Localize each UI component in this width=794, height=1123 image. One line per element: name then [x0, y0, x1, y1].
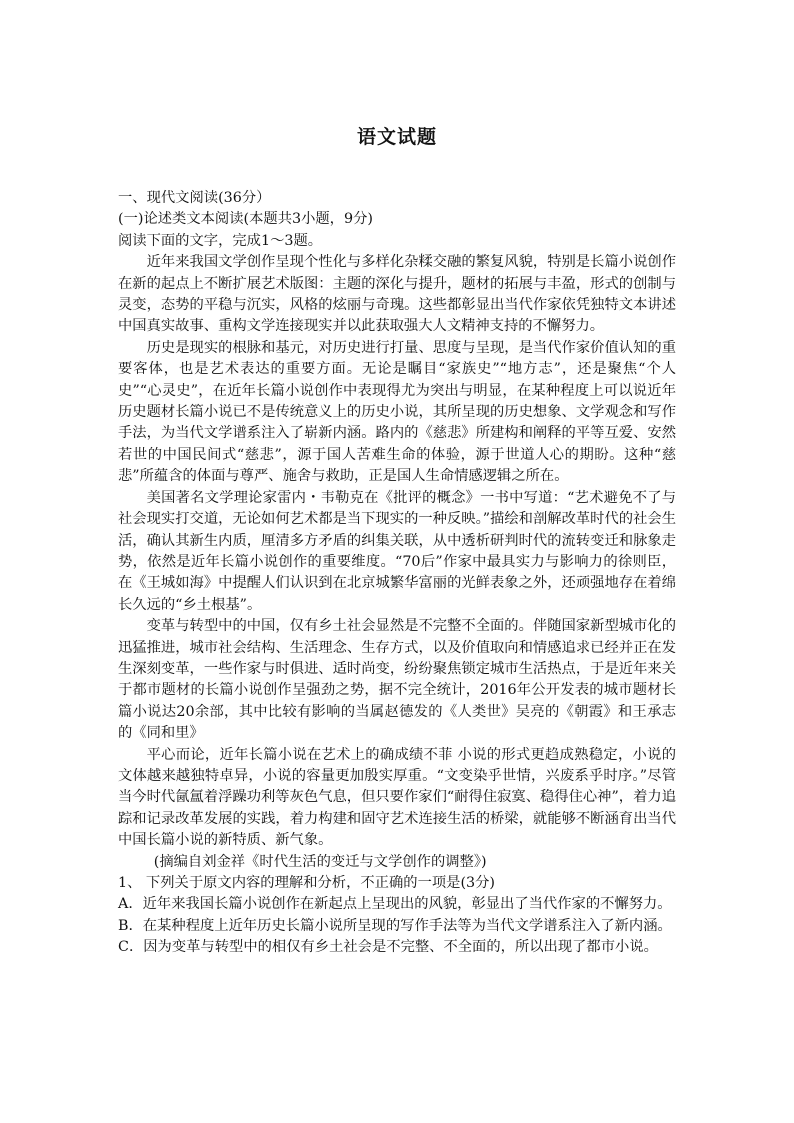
- subsection-heading: (一)论述类文本阅读(本题共3小题，9分): [118, 211, 373, 228]
- passage-paragraph-5: 平心而论，近年长篇小说在艺术上的确成绩不菲 小说的形式更趋成熟稳定，小说的文体越来越独特卓异，小说的容量更加殷实厚重。“文变染乎世情，兴废系乎时序。”尽管当今时代氤氲着浮躁功利等灰色气息，但只要作家们“耐得住寂寞、稳得住心神”，着力追踪和记录改革发展的实践，着力构建和固守艺术连接生活的桥梁，就能够不断涵育出当代中国长篇小说的新特质、新气象。: [118, 746, 676, 849]
- page-title: 语文试题: [356, 126, 437, 148]
- section-heading: 一、现代文阅读(36分）: [118, 190, 271, 206]
- passage-source: (摘编自刘金祥《时代生活的变迁与文学创作的调整》): [153, 853, 487, 870]
- passage-paragraph-2: 历史是现实的根脉和基元，对历史进行打量、思度与呈现，是当代作家价值认知的重要客体，也是艺术表达的重要方面。无论是瞩目“家族史”“地方志”，还是聚焦“个人史”“心灵史”，在近年长篇小说创作中表现得尤为突出与明显，在某种程度上可以说近年历史题材长篇小说已不是传统意义上的历史小说，其所呈现的历史想象、文学观念和写作手法，为当代文学谱系注入了崭新内涵。路内的《慈悲》所建构和阐释的平等互爱、安然若世的中国民间式“慈悲”，源于国人苦难生命的体验，源于世道人心的期盼。这种“慈悲”所蕴含的体面与尊严、施舍与救助，正是国人生命情感逻辑之所在。: [118, 339, 676, 485]
- question-1-stem: 1、 下列关于原文内容的理解和分析，不正确的一项是(3分): [118, 875, 496, 891]
- question-1-option-c: C．因为变革与转型中的相仅有乡土社会是不完整、不全面的，所以出现了都市小说。: [118, 939, 658, 956]
- reading-instruction: 阅读下面的文字，完成1～3题。: [118, 232, 323, 249]
- passage-paragraph-4: 变革与转型中的中国，仅有乡土社会显然是不完整不全面的。伴随国家新型城市化的迅猛推进，城市社会结构、生活理念、生存方式，以及价值取向和情感追求已经并正在发生深刻变革，一些作家与时俱进、适时尚变，纷纷聚焦锁定城市生活热点，于是近年来关于都市题材的长篇小说创作呈强劲之势，据不完全统计，2016年公开发表的城市题材长篇小说达20余部，其中比较有影响的当属赵德发的《人类世》吴亮的《朝霞》和王承志的《同和里》: [118, 618, 676, 742]
- question-1-option-a: A．近年来我国长篇小说创作在新起点上呈现出的风貌，彰显出了当代作家的不懈努力。: [118, 896, 672, 913]
- passage-paragraph-3: 美国著名文学理论家雷内・韦勒克在《批评的概念》一书中写道：“艺术避免不了与社会现实打交道，无论如何艺术都是当下现实的一种反映。”描绘和剖解改革时代的社会生活，确认其新生内质，厘清多方矛盾的纠集关联，从中透析研判时代的流转变迁和脉象走势，依然是近年长篇小说创作的重要维度。“70后”作家中最具实力与影响力的徐则臣，在《王城如海》中提醒人们认识到在北京城繁华富丽的光鲜表象之外，还顽强地存在着绵长久远的“乡土根基”。: [118, 489, 676, 613]
- passage-paragraph-1: 近年来我国文学创作呈现个性化与多样化杂糅交融的繁复风貌，特别是长篇小说创作在新的起点上不断扩展艺术版图：主题的深化与提升，题材的拓展与丰盈，形式的创制与灵变，态势的平稳与沉实，风格的炫丽与奇瑰。这些都彰显出当代作家依凭独特文本讲述中国真实故事、重构文学连接现实并以此获取强大人文精神支持的不懈努力。: [118, 254, 676, 335]
- question-1-option-b: B．在某种程度上近年历史长篇小说所呈现的写作手法等为当代文学谱系注入了新内涵。: [118, 917, 672, 934]
